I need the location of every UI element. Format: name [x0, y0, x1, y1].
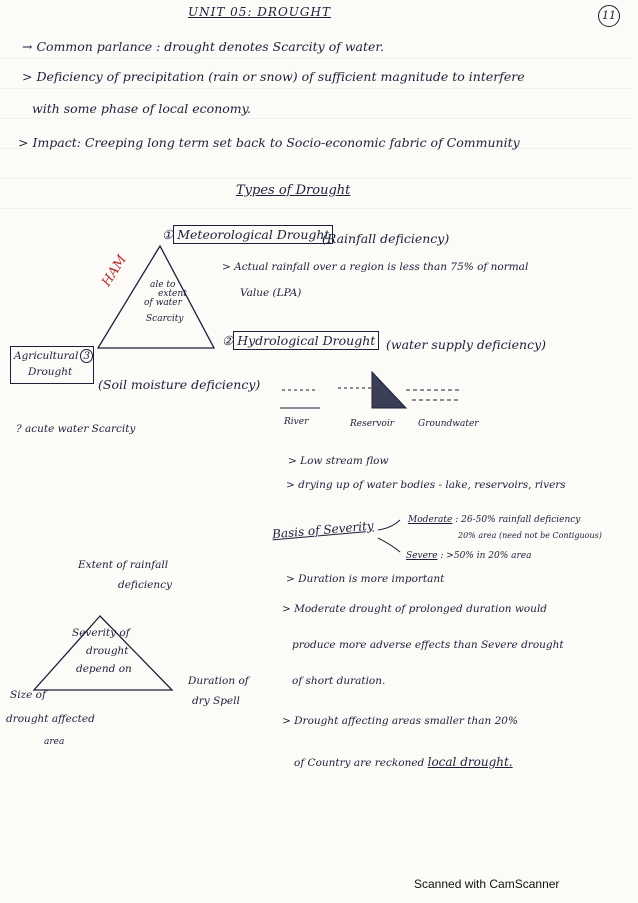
meteorological-def1: > Actual rainfall over a region is less than 75% of normal [222, 261, 529, 273]
effect-drying-up: > drying up of water bodies - lake, reservoirs, rivers [286, 479, 566, 491]
triangle2-center-1: Severity of [72, 627, 130, 639]
meteorological-note: (Rainfall deficiency) [322, 231, 450, 246]
bullet-impact: > Impact: Creeping long term set back to Socio-economic fabric of Community [18, 135, 520, 150]
hydrological-number: ② [222, 333, 234, 348]
agricultural-box [10, 346, 94, 384]
severe-def: : >50% in 20% area [440, 551, 532, 561]
scanner-watermark: Scanned with CamScanner [414, 877, 560, 891]
hydrological-label [222, 334, 379, 348]
triangle-text-2: extent [158, 289, 187, 299]
size-affected-2: drought affected [6, 713, 95, 725]
reservoir-label: Reservoir [350, 419, 395, 429]
groundwater-label: Groundwater [418, 419, 479, 429]
bullet-deficiency-cont: with some phase of local economy. [32, 101, 252, 116]
moderate-def: : 26-50% rainfall deficiency [455, 515, 581, 525]
triangle-text-1: ale to [150, 280, 176, 290]
point-moderate-2: produce more adverse effects than Severe drought [292, 639, 564, 651]
types-heading: Types of Drought [236, 183, 351, 198]
meteorological-name: Meteorological Drought [173, 225, 333, 244]
point-duration: > Duration is more important [286, 573, 445, 585]
point-local-2 [294, 756, 513, 770]
extent-rainfall-2: deficiency [118, 579, 172, 591]
triangle2-center-2: drought [86, 645, 129, 657]
size-affected-1: Size of [10, 689, 46, 701]
moderate-label: Moderate [408, 515, 453, 525]
hydrological-note: (water supply deficiency) [386, 337, 547, 352]
basis-of-severity: Basis of Severity [271, 518, 375, 542]
acute-water-scarcity: ? acute water Scarcity [16, 423, 136, 435]
page-number: 11 [598, 5, 620, 27]
triangle-text-4: Scarcity [146, 314, 184, 324]
moderate-line [408, 516, 580, 526]
agricultural-name-2: Drought [28, 365, 73, 378]
brace-upper [378, 520, 400, 530]
agricultural-name-1: Agricultural [14, 350, 79, 362]
moderate-note: 20% area (need not be Contiguous) [458, 531, 602, 540]
point-local-2b: local drought. [427, 755, 513, 769]
brace-lower [378, 538, 400, 552]
bullet-deficiency: > Deficiency of precipitation (rain or snow) of sufficient magnitude to interfere [22, 69, 525, 84]
effect-low-stream: > Low stream flow [288, 455, 389, 467]
triangle2-center-3: depend on [76, 663, 132, 675]
duration-dry-spell-2: dry Spell [192, 695, 240, 707]
agricultural-number: 3 [80, 349, 93, 363]
agricultural-note: (Soil moisture deficiency) [98, 377, 261, 392]
point-local-1: > Drought affecting areas smaller than 20% [282, 715, 518, 727]
river-label: River [284, 417, 309, 427]
point-moderate-3: of short duration. [292, 675, 386, 687]
meteorological-number: ① [162, 227, 174, 242]
severe-label: Severe [406, 551, 438, 561]
point-local-2a: of Country are reckoned [294, 757, 428, 769]
severe-line [406, 552, 531, 562]
hydrological-name: Hydrological Drought [233, 331, 379, 350]
unit-title: UNIT 05: DROUGHT [188, 5, 331, 19]
triangle-text-3: of water [144, 298, 182, 308]
ham-note: HAM [99, 252, 130, 290]
reservoir-wedge [372, 372, 406, 408]
point-moderate-1: > Moderate drought of prolonged duration would [282, 603, 548, 615]
meteorological-def2: Value (LPA) [240, 287, 302, 299]
extent-rainfall-1: Extent of rainfall [78, 559, 169, 571]
duration-dry-spell-1: Duration of [188, 675, 249, 687]
bullet-common-parlance: → Common parlance : drought denotes Scarcity of water. [22, 39, 384, 54]
size-affected-3: area [44, 737, 65, 747]
